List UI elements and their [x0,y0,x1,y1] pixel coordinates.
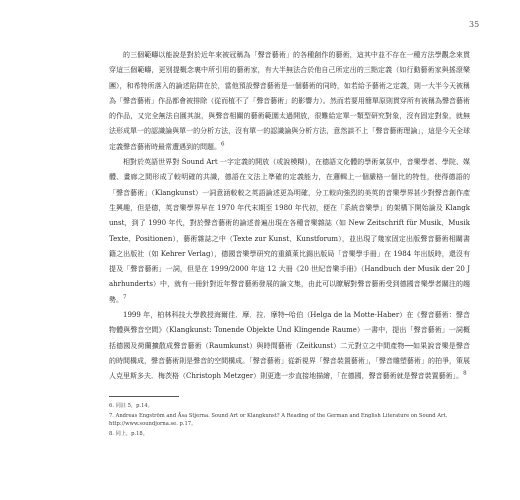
paragraph-2 [109,155,470,308]
footnote-marker-8: 8 [463,370,467,377]
paragraph-3-text: 1999 年，柏林科技大學教授海爾佳．摩．拉．摩特─哈伯（Helga de la Motte-Haber）在《聲音藝術：聲音物體與聲音空間》（Klangkunst: Tonende Objekte Und Klingende Raume）一書中，提出「聲音藝術」一詞概括德國及荷蘭擴散成聲音藝術（Raumkunst）與時間藝術（Zeitkunst）二元對立之中間產物──如果說音樂是聲音的時間構成，聲音藝術則是聲音的空間構成。「聲音藝術」從新視界「聲音裝置藝術」，「聲音雕塑藝術」的拍爭，策展人克里斯多夫．梅茨格（Christoph Metzger）則更進一步直接地描繪，「在德國，聲音藝術就是聲音裝置藝術」。 [109,311,470,381]
paragraph-3 [109,308,470,384]
footnote-marker-7: 7 [123,294,127,301]
footnote-marker-6: 6 [221,141,225,148]
footnotes [109,402,470,438]
footnote-8: 8. 同上，p.18。 [109,430,148,437]
footnote-6: 6. 同註 5，p.14。 [109,403,153,409]
footnote-7: 7. Andreas Engström and Åsa Stjerna. Sound Art or Klangkunst? A Reading of the German and English Literature on Sound Art. http://www.soundjorna.se. p.17。 [109,412,448,427]
paragraph-1 [109,48,470,155]
body-text [109,48,470,385]
paragraph-1-text: 的三個範疇以能說是對於近年來被冠稱為「聲音藝術」的各種創作的藝術，這其中並不存在一種方法學觀念來貫穿這三個範疇，更別提概念裏中所引用的藝術家，有大半無法合於他自己所定出的三點定義（如行動藝術家與搖滾樂團），和希特所落入的論述陷阱在於，當他預設聲音藝術是一個藝術的同時，如若給予藝術之定義，則一大半今天被稱為「聲音藝術」作品都會被排除（從而植不了「聲音藝術」的影響力）。然而若要用簡單原則貫穿所有被稱為聲音藝術的作品，又完全無法自圓其說，與聲音相關的藝術範圍太過開放，很難給定單一類型研究對象，沒有固定對象，就無法形成單一的認識論與單一的分析方法，沒有單一的認識論與分析方法，意然談不上「聲音藝術理論」，這是今天全球定義聲音藝術時最常遭遇到的問題。 [109,51,470,151]
footnote-divider [109,396,179,397]
page-number: 35 [469,20,480,29]
paragraph-2-text: 相對於英語世界對 Sound Art 一字定義的開放（或說模糊），在德語文化體的學術氣氛中，音樂學者、學院、媒體、畫廊之間形成了較明確的共識，德語在文法上準確的定義能力，在邏輯上一個嚴格一個比的特性，使得德語的「聲音藝術」（Klangkunst）一詞意涵較較之英語論述更為明確，分工較向強烈的美英的音樂學界甚少對聲音創作產生興趣，但是德，英音樂學界早在 1970 年代末期至 1980 年代初，便在「系統音樂學」的架構下開始論及 Klangkunst，到了 1990 年代，對於聲音藝術的論述普遍出現在各種音樂雜誌（如 New Zeitschrift für Musik、MusikTexte、Positionen），藝術雜誌之中（Texte zur Kunst、Kunstforum），並出現了幾家固定出版聲音藝術相關書籍之出版社（如 Kehrer Verlag），德國音樂學研究的重鎮萊比錫出版局「音樂學手冊」在 1984 年出版時，還沒有提及「聲音藝術」一詞，但是在 1999/2000 年這 12 大冊《20 世紀音樂手冊》（Handbuch der Musik der 20 Jahrhunderts）中，就有一冊針對近年聲音藝術發展的論文集，由此可以瞭解對聲音藝術受到德國音樂學者關注的趨勢。 [109,158,470,304]
